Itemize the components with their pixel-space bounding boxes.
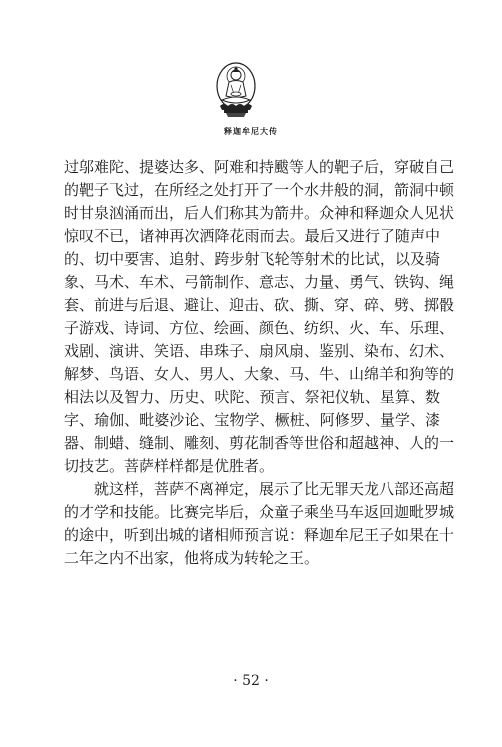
paragraph-2 bbox=[64, 478, 455, 570]
text-line: 的靶子飞过，在所经之处打开了一个水井般的洞，箭洞中顿 bbox=[64, 181, 455, 199]
text-line: 惊叹不已，诸神再次洒降花雨而去。最后又进行了随声中 bbox=[64, 227, 440, 245]
text-line: 的途中，听到出城的诸相师预言说：释迦牟尼王子如果在十 bbox=[64, 526, 455, 544]
running-head-title: 释迦牟尼大传 bbox=[224, 126, 278, 136]
text-line: 相法以及智力、历史、吠陀、预言、祭祀仪轨、星算、数 bbox=[64, 388, 440, 406]
buddha-seated-meditation-icon bbox=[214, 60, 258, 122]
text-line: 器、制蜡、缝制、雕刻、剪花制香等世俗和超越神、人的一 bbox=[64, 434, 455, 452]
text-line: 切技艺。菩萨样样都是优胜者。 bbox=[64, 457, 275, 475]
text-line: 戏剧、演讲、笑语、串珠子、扇风扇、鉴别、染布、幻术、 bbox=[64, 342, 455, 360]
text-line: 过邬难陀、提婆达多、阿难和持颰等人的靶子后，穿破自己 bbox=[64, 158, 455, 176]
text-line: 子游戏、诗词、方位、绘画、颜色、纺织、火、车、乐理、 bbox=[64, 319, 455, 337]
text-line: 的、切中要害、追射、跨步射飞轮等射术的比试，以及骑 bbox=[64, 250, 440, 268]
text-line: 套、前进与后退、避让、迎击、砍、撕、穿、碎、劈、掷骰 bbox=[64, 296, 455, 314]
page-number: · 52 · bbox=[233, 673, 269, 689]
body-text bbox=[64, 156, 455, 570]
text-line: 解梦、鸟语、女人、男人、大象、马、牛、山绵羊和狗等的 bbox=[64, 365, 455, 383]
buddha-emblem bbox=[214, 60, 258, 122]
paragraph-1 bbox=[64, 156, 455, 478]
text-line: 二年之内不出家，他将成为转轮之王。 bbox=[64, 549, 320, 567]
text-line: 的才学和技能。比赛完毕后，众童子乘坐马车返回迦毗罗城 bbox=[64, 503, 455, 521]
text-line: 字、瑜伽、毗婆沙论、宝物学、橛桩、阿修罗、量学、漆 bbox=[64, 411, 440, 429]
text-line: 就这样，菩萨不离禅定，展示了比无罪天龙八部还高超 bbox=[94, 480, 455, 498]
text-line: 时甘泉汹涌而出，后人们称其为箭井。众神和释迦众人见状 bbox=[64, 204, 455, 222]
text-line: 象、马术、车术、弓箭制作、意志、力量、勇气、铁钩、绳 bbox=[64, 273, 455, 291]
